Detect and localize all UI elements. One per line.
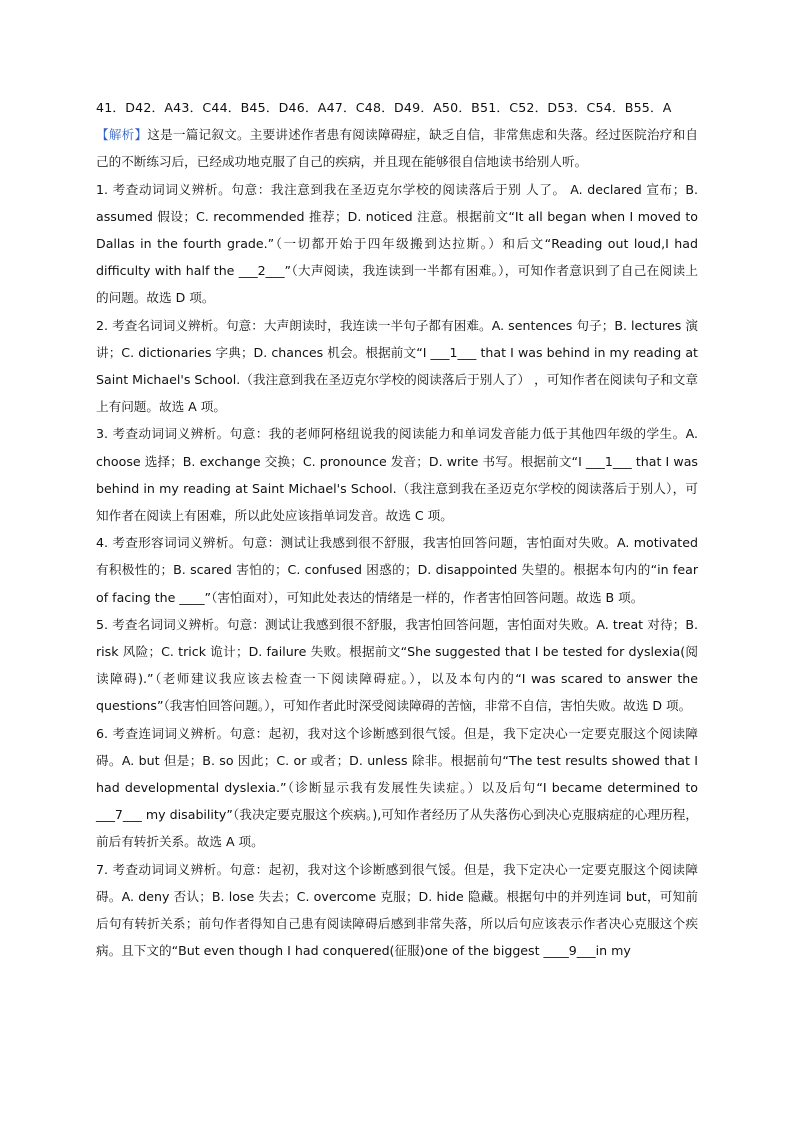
document-body [96,94,698,965]
analysis-summary: 这是一篇记叙文。主要讲述作者患有阅读障碍症，缺乏自信，非常焦虑和失落。经过医院治疗和自己的不断练习后，已经成功地克服了自己的疾病，并且现在能够很自信地读书给别人听。 [96,127,699,170]
explanation-item-4: 4. 考查形容词词义辨析。句意：测试让我感到很不舒服，我害怕回答问题，害怕面对失败。A. motivated 有积极性的；B. scared 害怕的；C. confused 困惑的；D. disappointed 失望的。根据本句内的“in fear of facing the ____”（害怕面对），可知此处表达的情绪是一样的，作者害怕回答问题。故选 B 项。 [96,535,698,605]
analysis-tag: 【解析】 [96,127,148,143]
explanation-item-1: 1. 考查动词词义辨析。句意：我注意到我在圣迈克尔学校的阅读落后于别 人了。 A. declared 宣布；B. assumed 假设；C. recommended 推荐；D. noticed 注意。根据前文“It all began when I moved to Dallas in the fourth grade.”（一切都开始于四年级搬到达拉斯。）和后文“Reading out loud,I had difficulty with half the ___2___”（大声阅读，我连读到一半都有困难。），可知作者意识到了自己在阅读上的问题。故选 D 项。 [96,181,698,306]
analysis-paragraph [96,121,698,175]
explanation-item-2: 2. 考查名词词义辨析。句意：大声朗读时，我连读一半句子都有困难。A. sentences 句子；B. lectures 演讲；C. dictionaries 字典；D. chances 机会。根据前文“I ___1___ that I was behind in my reading at Saint Michael's School.（我注意到我在圣迈克尔学校的阅读落后于别人了） ，可知作者在阅读句子和文章上有问题。故选 A 项。 [96,317,698,415]
answer-key-line: 41．D42．A43．C44．B45．D46．A47．C48．D49．A50．B51．C52．D53．C54．B55．A [96,100,672,115]
explanation-item-6: 6. 考查连词词义辨析。句意：起初，我对这个诊断感到很气馁。但是，我下定决心一定要克服这个阅读障碍。A. but 但是；B. so 因此；C. or 或者；D. unless 除非。根据前句“The test results showed that I had developmental dyslexia.”（诊断显示我有发展性失读症。）以及后句“I became determined to ___7___ my disability”（我决定要克服这个疾病。),可知作者经历了从失落伤心到决心克服病症的心理历程，前后有转折关系。故选 A 项。 [96,725,698,850]
explanation-item-7: 7. 考查动词词义辨析。句意：起初，我对这个诊断感到很气馁。但是，我下定决心一定要克服这个阅读障碍。A. deny 否认；B. lose 失去；C. overcome 克服；D. hide 隐藏。根据句中的并列连词 but，可知前后句有转折关系；前句作者得知自己患有阅读障碍后感到非常失落，所以后句应该表示作者决心克服这个疾病。且下文的“But even though I had conquered(征服)one of the biggest ____9___in my [96,861,698,959]
explanation-item-3: 3. 考查动词词义辨析。句意：我的老师阿格纽说我的阅读能力和单词发音能力低于其他四年级的学生。A. choose 选择；B. exchange 交换；C. pronounce 发音；D. write 书写。根据前文“I ___1___ that I was behind in my reading at Saint Michael's School.（我注意到我在圣迈克尔学校的阅读落后于别人），可知作者在阅读上有困难，所以此处应该指单词发音。故选 C 项。 [96,426,698,524]
explanation-item-5: 5. 考查名词词义辨析。句意：测试让我感到很不舒服，我害怕回答问题，害怕面对失败。A. treat 对待；B. risk 风险；C. trick 诡计；D. failure 失败。根据前文“She suggested that I be tested for dyslexia(阅读障碍).”（老师建议我应该去检查一下阅读障碍症。），以及本句内的“I was scared to answer the questions”（我害怕回答问题。），可知作者此时深受阅读障碍的苦恼，非常不自信，害怕失败。故选 D 项。 [96,616,698,714]
